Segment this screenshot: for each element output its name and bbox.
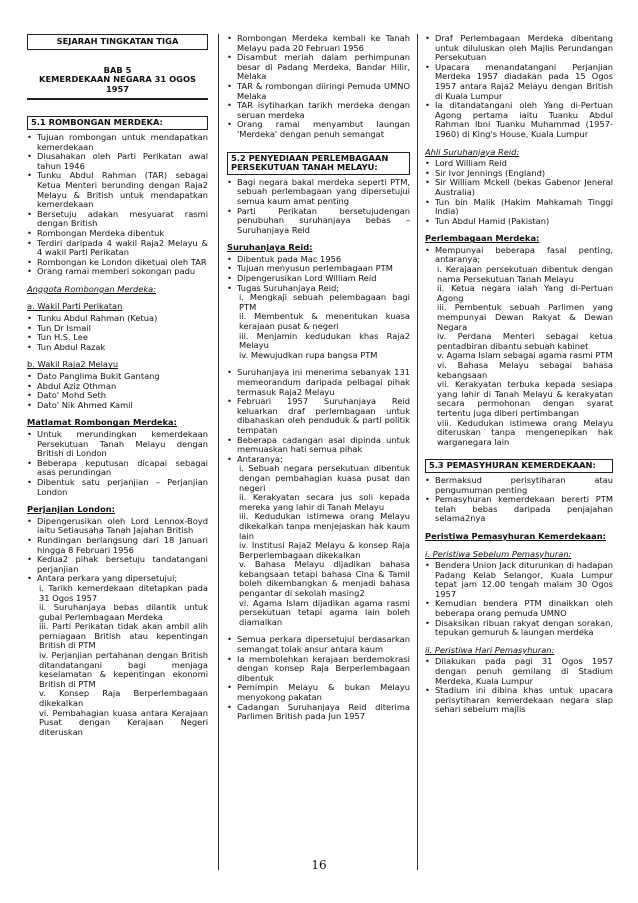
subheading-sebelum: i. Peristiwa Sebelum Pemasyhuran: xyxy=(425,548,572,559)
list-item: • Tujuan rombongan untuk mendapatkan kemerdekaan xyxy=(27,133,208,152)
list-item: • Tunku Abdul Rahman (Ketua) xyxy=(27,314,208,324)
list-item: • Dibentuk pada Mac 1956 xyxy=(227,255,410,265)
list-item: • Tun Abdul Razak xyxy=(27,343,208,353)
list-item: • Parti Perikatan bersetujudengan penubuhan suruhanjaya bebas – Suruhanjaya Reid xyxy=(227,207,410,236)
list-item: • Dipengerusikan Lord William Reid xyxy=(227,274,410,284)
list-item: • Ia membolehkan kerajaan berdemokrasi dengan konsep Raja Berperlembagaan dibentuk xyxy=(227,655,410,684)
list-item: v. Konsep Raja Berperlembagaan dikekalkan xyxy=(39,688,208,709)
list-item: v. Bahasa Melayu dijadikan bahasa kebangsaan tetapi bahasa Cina & Tamil boleh dikembangkan & menjadi bahasa pengantar di sekolah masing2 xyxy=(239,559,410,599)
list-item: • Mempunyai beberapa fasal penting, antaranya; xyxy=(425,246,613,265)
list-item: iii. Kedudukan istimewa orang Melayu dikekalkan tanpa menjejaskan hak kaum lain xyxy=(239,511,410,541)
list-wakil-parti xyxy=(27,314,208,352)
list-item: • Diusahakan oleh Parti Perikatan awal tahun 1946 xyxy=(27,152,208,171)
list-item: • Pemimpin Melayu & bukan Melayu menyokong pakatan xyxy=(227,683,410,702)
list-item: • Antara perkara yang dipersetujui; xyxy=(27,574,208,584)
list-item: • Orang ramai memberi sokongan padu xyxy=(27,267,208,277)
list-item: • Untuk merundingkan kemerdekaan Persekutuan Tanah Melayu dengan British di London xyxy=(27,430,208,459)
subheading-wakil-parti: a. Wakil Parti Perikatan xyxy=(27,301,123,312)
list-item: iv. Perjanjian pertahanan dengan British ditandatangani bagi menjaga keselamatan & kepentingan ekonomi British di PTM xyxy=(39,650,208,689)
list-item: ii. Suruhanjaya bebas dilantik untuk gubal Perlembagaan Merdeka xyxy=(39,602,208,622)
list-pemasyhuran xyxy=(425,476,613,524)
list-item: • Tun Dr Ismail xyxy=(27,324,208,334)
column-divider xyxy=(417,34,418,870)
list-item: • Dato' Mohd Seth xyxy=(27,391,208,401)
column-divider xyxy=(218,34,219,870)
list-matlamat xyxy=(27,430,208,497)
column-left xyxy=(27,34,208,737)
section-heading-5-3: 5.3 PEMASYHURAN KEMERDEKAAN: xyxy=(425,459,613,473)
section-heading-5-1: 5.1 ROMBONGAN MERDEKA: xyxy=(27,116,208,130)
list-item: i. Mengkaji sebuah pelembagaan bagi PTM xyxy=(239,292,410,312)
list-suruhanjaya-reid xyxy=(227,255,410,293)
list-rombongan xyxy=(27,133,208,277)
list-perjanjian-london xyxy=(27,517,208,584)
column-middle xyxy=(227,34,410,722)
subheading-anggota: Anggota Rombongan Merdeka: xyxy=(27,283,157,294)
list-item: iv. Institusi Raja2 Melayu & konsep Raja Berperlembagaan dikekalkan xyxy=(239,540,410,560)
list-item: • Kemudian bendera PTM dinaikkan oleh beberapa orang pemuda UMNO xyxy=(425,599,613,618)
list-item: • Bersetuju adakan mesyuarat rasmi dengan British xyxy=(27,210,208,229)
list-hari xyxy=(425,657,613,715)
list-item: • Suruhanjaya ini menerima sebanyak 131 memeorandum daripada pelbagai pihak termasuk Raja2 Melayu xyxy=(227,368,410,397)
subheading-ahli-reid: Ahli Suruhanjaya Reid: xyxy=(425,146,520,157)
list-item: vii. Kerakyatan terbuka kepada sesiapa yang lahir di Tanah Melayu & kerakyatan secara permohonan dengan syarat tertentu juga diberi pertimbangan xyxy=(437,379,613,418)
list-persetujuan xyxy=(227,635,410,721)
list-wakil-raja xyxy=(27,372,208,410)
list-item: • Cadangan Suruhanjaya Reid diterima Parlimen British pada Jun 1957 xyxy=(227,703,410,722)
list-item: i. Kerajaan persekutuan dibentuk dengan nama Persekutuan Tanah Melayu xyxy=(437,264,613,284)
list-item: • Tunku Abdul Rahman (TAR) sebagai Ketua Menteri berunding dengan Raja2 Melayu & British untuk mendapatkan kemerdekaan xyxy=(27,171,208,209)
list-fasal xyxy=(425,265,613,447)
list-kembali xyxy=(227,34,410,140)
chapter-title: KEMERDEKAAN NEGARA 31 OGOS 1957 xyxy=(39,74,196,94)
list-perlembagaan xyxy=(425,246,613,265)
list-item: • Disambut meriah dalam perhimpunan besar di Padang Merdeka, Bandar Hilir, Melaka xyxy=(227,53,410,82)
list-item: iii. Menjamin kedudukan khas Raja2 Melayu xyxy=(239,330,410,351)
chapter-heading xyxy=(27,56,208,101)
list-item: • Rombongan ke London diketuai oleh TAR xyxy=(27,258,208,268)
list-item: • Tun Abdul Hamid (Pakistan) xyxy=(425,217,613,227)
list-antaranya xyxy=(227,464,410,627)
subheading-suruhanjaya-reid: Suruhanjaya Reid: xyxy=(227,242,313,253)
course-title: SEJARAH TINGKATAN TIGA xyxy=(27,34,208,50)
list-item: • Disaksikan ribuan rakyat dengan sorakan, tepukan gemuruh & laungan merdeka xyxy=(425,619,613,638)
list-tugas-reid xyxy=(227,293,410,360)
list-penyediaan xyxy=(227,178,410,236)
list-item: • Bendera Union Jack diturunkan di hadapan Padang Kelab Selangor, Kuala Lumpur tepat jam 12.00 tengah malam 30 Ogos 1957 xyxy=(425,561,613,599)
list-item: • Dipengerusikan oleh Lord Lennox-Boyd iaitu Setiausaha Tanah Jajahan British xyxy=(27,517,208,536)
list-item: viii. Kedudukan istimewa orang Melayu diteruskan tanpa mengenepikan hak warganegara lain xyxy=(437,417,613,447)
list-item: vi. Bahasa Melayu sebagai bahasa kebangsaan xyxy=(437,360,613,380)
list-draf xyxy=(425,34,613,140)
list-item: • Orang ramai menyambut laungan 'Merdeka' dengan penuh semangat xyxy=(227,120,410,139)
list-item: • Tun bin Malik (Hakim Mahkamah Tinggi India) xyxy=(425,198,613,217)
list-item: vi. Pembahagian kuasa antara Kerajaan Pusat dengan Kerajaan Negeri diteruskan xyxy=(39,707,208,737)
list-item: ii. Kerakyatan secara jus soli kepada mereka yang lahir di Tanah Melayu xyxy=(239,492,410,512)
list-item: • Tun H.S. Lee xyxy=(27,333,208,343)
list-memorandum xyxy=(227,368,410,464)
list-item: • Stadium ini dibina khas untuk upacara perisytiharan kemerdekaan negara siap sehari sebelum majlis xyxy=(425,686,613,715)
list-item: • Abdul Aziz Othman xyxy=(27,382,208,392)
subheading-hari: ii. Peristiwa Hari Pemasyhuran: xyxy=(425,644,555,655)
list-sebelum xyxy=(425,561,613,638)
list-item: ii. Ketua negara ialah Yang di-Pertuan Agong xyxy=(437,283,613,303)
list-item: • Semua perkara dipersetujui berdasarkan semangat tolak ansur antara kaum xyxy=(227,635,410,654)
chapter-number: BAB 5 xyxy=(103,64,132,75)
list-item: ii. Membentuk & menentukan kuasa kerajaan pusat & negeri xyxy=(239,311,410,332)
list-item: • Upacara menandatangani Perjanjian Merdeka 1957 diadakan pada 15 Ogos 1957 antara Raja2 Melayu dengan British di Kuala Lumpur xyxy=(425,63,613,101)
list-item: • Pemasyhuran kemerdekaan bererti PTM telah bebas daripada penjajahan selama2nya xyxy=(425,495,613,524)
list-item: iv. Perdana Menteri sebagai ketua pentadbiran dibantu sebuah kabinet xyxy=(437,331,613,351)
list-item: • Beberapa cadangan asal dipinda untuk memuaskan hati semua pihak xyxy=(227,436,410,455)
list-item: • Sir Ivor Jennings (England) xyxy=(425,169,613,179)
list-item: • Lord William Reid xyxy=(425,159,613,169)
list-ahli-reid xyxy=(425,159,613,226)
list-item: • Rombongan Merdeka dibentuk xyxy=(27,229,208,239)
list-item: • Sir William Mckell (bekas Gabenor Jeneral Australia) xyxy=(425,178,613,197)
list-item: • Dibentuk satu perjanjian – Perjanjian London xyxy=(27,478,208,497)
list-item: • Beberapa keputusan dicapai sebagai asas perundingan xyxy=(27,459,208,478)
list-item: • Rombongan Merdeka kembali ke Tanah Melayu pada 20 Februari 1956 xyxy=(227,34,410,53)
list-item: • Draf Perlembagaan Merdeka dibentang untuk diluluskan oleh Majlis Perundangan Persekutuan xyxy=(425,34,613,63)
subheading-perlembagaan: Perlembagaan Merdeka: xyxy=(425,233,540,244)
list-item: iii. Parti Perikatan tidak akan ambil alih perniagaan British atau kepentingan British di PTM xyxy=(39,621,208,651)
list-item: i. Tarikh kemerdekaan ditetapkan pada 31 Ogos 1957 xyxy=(39,582,208,603)
list-item: • Kedua2 pihak bersetuju tandatangani perjanjian xyxy=(27,555,208,574)
list-perkara-dipersetujui xyxy=(27,584,208,738)
list-item: • Bermaksud perisytiharan atau pengumuman penting xyxy=(425,476,613,495)
subheading-matlamat: Matlamat Rombongan Merdeka: xyxy=(27,417,177,428)
list-item: • Antaranya; xyxy=(227,455,410,465)
list-item: • Tugas Suruhanjaya Reid; xyxy=(227,284,410,294)
subheading-peristiwa: Peristiwa Pemasyhuran Kemerdekaan: xyxy=(425,530,606,541)
list-item: iii. Pembentuk sebuah Parlimen yang mempunyai Dewan Rakyat & Dewan Negara xyxy=(437,302,613,332)
list-item: • Dato Panglima Bukit Gantang xyxy=(27,372,208,382)
section-heading-5-2: 5.2 PENYEDIAAN PERLEMBAGAAN PERSEKUTUAN TANAH MELAYU: xyxy=(227,152,410,175)
list-item: • Bagi negara bakal merdeka seperti PTM, sebuah perlembagaan yang dipersetujui semua kaum amat penting xyxy=(227,178,410,207)
list-item: • Dato' Nik Ahmed Kamil xyxy=(27,401,208,411)
column-right xyxy=(425,34,613,715)
subheading-wakil-raja: b. Wakil Raja2 Melayu xyxy=(27,359,119,370)
list-item: • Terdiri daripada 4 wakil Raja2 Melayu & 4 wakil Parti Perikatan xyxy=(27,239,208,258)
list-item: iv. Mewujudkan rupa bangsa PTM xyxy=(239,349,378,360)
list-item: • Rundingan berlangsung dari 18 Januari hingga 8 Februari 1956 xyxy=(27,536,208,555)
list-item: v. Agama Islam sebagai agama rasmi PTM xyxy=(437,350,613,361)
list-item: • Dilakukan pada pagi 31 Ogos 1957 dengan penuh gemilang di Stadium Merdeka, Kuala Lumpur xyxy=(425,657,613,686)
list-item: • Februari 1957 Suruhanjaya Reid keluarkan draf perlembagaan untuk dibahaskan oleh penduduk & parti politik tempatan xyxy=(227,397,410,435)
list-item: • TAR & rombongan diiringi Pemuda UMNO Melaka xyxy=(227,82,410,101)
page-number: 16 xyxy=(311,858,327,872)
list-item: • Tujuan menyusun perlembagaan PTM xyxy=(227,264,410,274)
list-item: vi. Agama Islam dijadikan agama rasmi persekutuan tetapi agama lain boleh diamalkan xyxy=(239,597,410,627)
list-item: i. Sebuah negara persekutuan dibentuk dengan pembahagian kuasa pusat dan negeri xyxy=(239,463,410,493)
list-item: • TAR isytiharkan tarikh merdeka dengan seruan merdeka xyxy=(227,101,410,120)
subheading-perjanjian-london: Perjanjian London: xyxy=(27,504,115,515)
list-item: • Ia ditandatangani oleh Yang di-Pertuan Agong pertama iaitu Tuanku Abdul Rahman Ibni Tuanku Muhammad (1957-1960) di King's House, Kuala Lumpur xyxy=(425,101,613,139)
